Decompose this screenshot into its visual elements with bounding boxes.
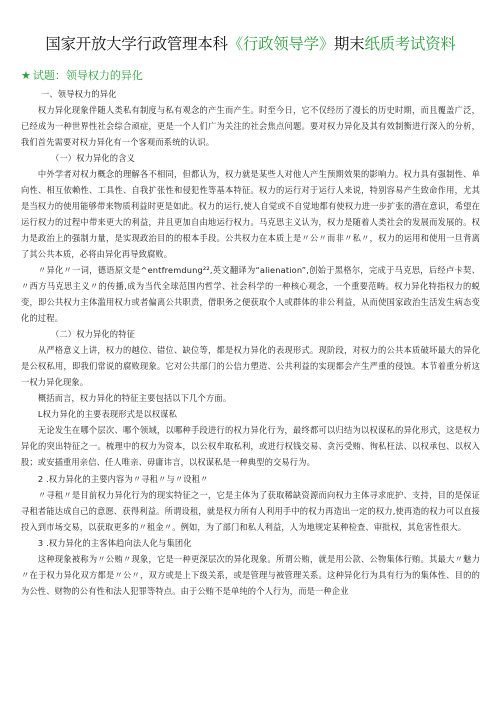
body-paragraph: 〃寻租〃是目前权力异化行为的现实特征之一，它是主体为了获取稀缺资源而向权力主体寻求庇护、支持，目的是保证寻租者能达成自己的意愿、获得利益。所谓设租，就是权力所有人利用手中的权力再造出一定的权力,使再造的权力可以直接投入到市场交易，以获取更多的〃租金〃。例如，为了部门和私人利益，人为地规定某种检查、审批权，其危害性很大。 <box>21 490 480 532</box>
body-paragraph: 这种现象被称为〃公贿〃现象，它是一种更深层次的异化现象。所谓公贿，就是用公款、公物集体行贿。其最大〃魅力〃在于权力异化双方都是〃公〃，双方或是上下级关系，或是管理与被管理关系。这种异化行为具有行为的集体性、目的的为公性、财物的公有性和法人犯罪等特点。由于公贿不是单纯的个人行为，而是一种企业 <box>21 554 480 596</box>
title-prefix: 国家开放大学行政管理本科 <box>45 35 228 53</box>
body-paragraph: 从严格意义上讲，权力的越位、错位、缺位等，都是权力异化的表现形式。现阶段，对权力的公共本质破坏最大的异化是公权私用，即我们常说的腐败现象。它对公共部门的公信力塑造、公共利益的实现都会产生严重的侵蚀。本节着重分析这一权力异化现象。 <box>21 345 480 387</box>
section-heading: 一、领导权力的异化 <box>41 89 117 99</box>
document-title <box>21 0 480 55</box>
title-course: 《行政领导学》 <box>227 35 335 53</box>
topic-title: 试题：领导权力的异化 <box>32 69 143 82</box>
point-heading: 2 .权力异化的主要内容为〃寻租〃与〃设租〃 <box>37 474 209 484</box>
topic-heading <box>21 67 480 84</box>
star-icon: ★ <box>21 69 31 82</box>
subsection-heading: （二）权力异化的特征 <box>51 329 135 339</box>
title-suffix: 纸质考试资料 <box>364 35 456 53</box>
body-paragraph: 中外学者对权力概念的理解各不相同，但都认为，权力就是某些人对他人产生预期效果的影响力。权力具有强制性、单向性、相互依赖性、工具性、自我扩张性和侵犯性等基本特征。权力的运行对于运行人来说，特别容易产生致命作用，尤其是当权力的使用能够带来物质利益时更是如此。权力的运行,使人自觉或不自觉地都有使权力进一步扩张的潜在意识，希望在运行权力的过程中带来更大的利益，并且更加自由地运行权力。马克思主义认为，权力是随着人类社会的发展而发展的。权力是政治上的强制力量，是实现政治目的的根本手段。公共权力在本质上是〃公〃而非〃私〃，权力的运用和使用一旦背离了其公共本质，必将由异化再导致腐败。 <box>21 169 480 259</box>
point-heading: 3 .权力异化的主客体趋向法人化与集团化 <box>37 538 192 548</box>
body-paragraph: 无论发生在哪个层次、哪个领域，以哪种手段进行的权力异化行为，最终都可以归结为以权谋私的异化形式，这是权力异化的突出特征之一。梳理中的权力为资本，以公权牟取私利，或进行权钱交易、贪污受贿、徇私枉法、以权承包、以权入股；或安插重用亲信、任人唯亲、毋庸讳言，以权谋私是一种典型的交易行为。 <box>21 425 480 467</box>
title-mid: 期末 <box>334 35 365 53</box>
subsection-heading: （一）权力异化的含义 <box>51 153 135 163</box>
body-paragraph: 权力异化现象伴随人类私有制度与私有观念的产生而产生。时至今日，它不仅经历了漫长的历史时期，而且覆盖广泛，已经成为一种世界性社会综合顽症，更是一个人们广为关注的社会焦点问题。要对权力异化及其有效制衡进行深入的分析，我们首先需要对权力异化有一个客观而系统的认识。 <box>21 105 480 147</box>
point-heading: L权力异化的主要表现形式是以权谋私 <box>37 409 178 419</box>
body-paragraph: 概括而言，权力异化的特征主要包括以下几个方面。 <box>37 393 232 403</box>
body-paragraph: 〃异化〃一词，德语原文是^entfremdung²²,英文翻译为“alienation”,创始于黑格尔，完成于马克思，后经卢卡契、〃西方马克思主义〃的传播,成为当代全球范围内哲学、社会科学的一种核心观念，一个重要范畴。权力异化特指权力的蜕变，即公共权力主体滥用权力或者偏离公共职责，借职务之便获取个人或群体的非公利益，从而使国家政治生活发生病态变化的过程。 <box>21 265 480 323</box>
